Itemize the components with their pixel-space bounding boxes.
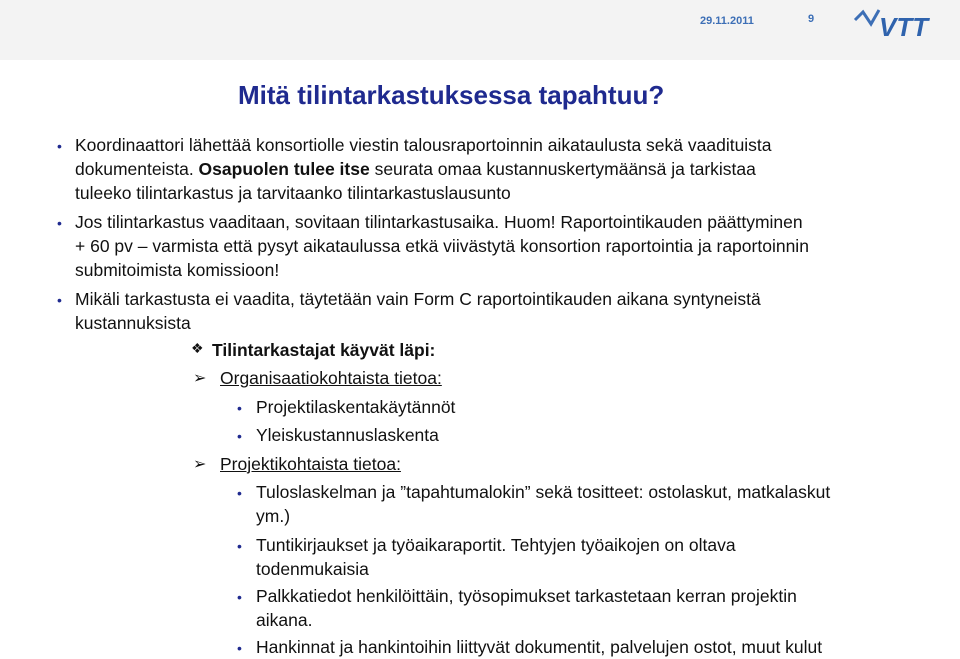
bullet-dot: • xyxy=(237,485,242,501)
bullet-2-line-1: Jos tilintarkastus vaaditaan, sovitaan tilintarkastusaika. Huom! Raportointikauden päättyminen xyxy=(75,212,803,232)
proj-heading: Projektikohtaista tietoa: xyxy=(220,454,401,474)
bullet-2-line-3: submitoimista komissioon! xyxy=(75,260,280,280)
page-number: 9 xyxy=(808,13,815,25)
text: dokumenteista. xyxy=(75,159,199,179)
slide-date: 29.11.2011 xyxy=(700,15,754,27)
org-heading: Organisaatiokohtaista tietoa: xyxy=(220,368,442,388)
arrow-bullet-icon: ➢ xyxy=(193,456,207,473)
bullet-2-line-2: + 60 pv – varmista että pysyt aikataulussa etkä viivästytä konsortion raportointia ja raportoinnin xyxy=(75,236,809,256)
bullet-3-line-1: Mikäli tarkastusta ei vaadita, täytetään vain Form C raportointikauden aikana syntyneistä xyxy=(75,289,761,309)
bullet-1-line-3: tuleeko tilintarkastus ja tarvitaanko tilintarkastuslausunto xyxy=(75,183,511,203)
bullet-dot: • xyxy=(57,138,62,154)
bullet-dot: • xyxy=(57,292,62,308)
proj-item-1-line-1: Tuloslaskelman ja ”tapahtumalokin” sekä tositteet: ostolaskut, matkalaskut xyxy=(256,482,831,502)
proj-item-3-line-1: Palkkatiedot henkilöittäin, työsopimukset tarkastetaan kerran projektin xyxy=(256,586,797,606)
org-item: Projektilaskentakäytännöt xyxy=(256,397,456,417)
org-item: Yleiskustannuslaskenta xyxy=(256,425,439,445)
bullet-1-line-1: Koordinaattori lähettää konsortiolle viestin talousraportoinnin aikataulusta sekä vaadituista xyxy=(75,135,772,155)
proj-item-2-line-1: Tuntikirjaukset ja työaikaraportit. Tehtyjen työaikojen on oltava xyxy=(256,535,736,555)
header-bar xyxy=(0,0,960,60)
proj-item-3-line-2: aikana. xyxy=(256,610,313,630)
proj-item-4-line-1: Hankinnat ja hankintoihin liittyvät dokumentit, palvelujen ostot, muut kulut xyxy=(256,637,823,657)
bullet-dot: • xyxy=(237,428,242,444)
auditors-heading: Tilintarkastajat käyvät läpi: xyxy=(212,340,436,360)
bullet-1-line-2 xyxy=(75,159,756,180)
bullet-dot: • xyxy=(237,640,242,656)
bullet-3-line-2: kustannuksista xyxy=(75,313,191,333)
page-title: Mitä tilintarkastuksessa tapahtuu? xyxy=(238,80,665,110)
bullet-dot: • xyxy=(237,400,242,416)
proj-item-1-line-2: ym.) xyxy=(256,506,291,526)
text: seurata omaa kustannuskertymäänsä ja tarkistaa xyxy=(369,159,756,179)
proj-item-2-line-2: todenmukaisia xyxy=(256,559,369,579)
bullet-dot: • xyxy=(237,589,242,605)
bullet-dot: • xyxy=(237,538,242,554)
diamond-bullet-icon: ❖ xyxy=(191,340,204,356)
arrow-bullet-icon: ➢ xyxy=(193,370,207,387)
emphasis-text: Osapuolen tulee itse xyxy=(198,159,370,179)
vtt-logo xyxy=(853,6,948,42)
bullet-dot: • xyxy=(57,215,62,231)
svg-text:VTT: VTT xyxy=(879,12,929,42)
